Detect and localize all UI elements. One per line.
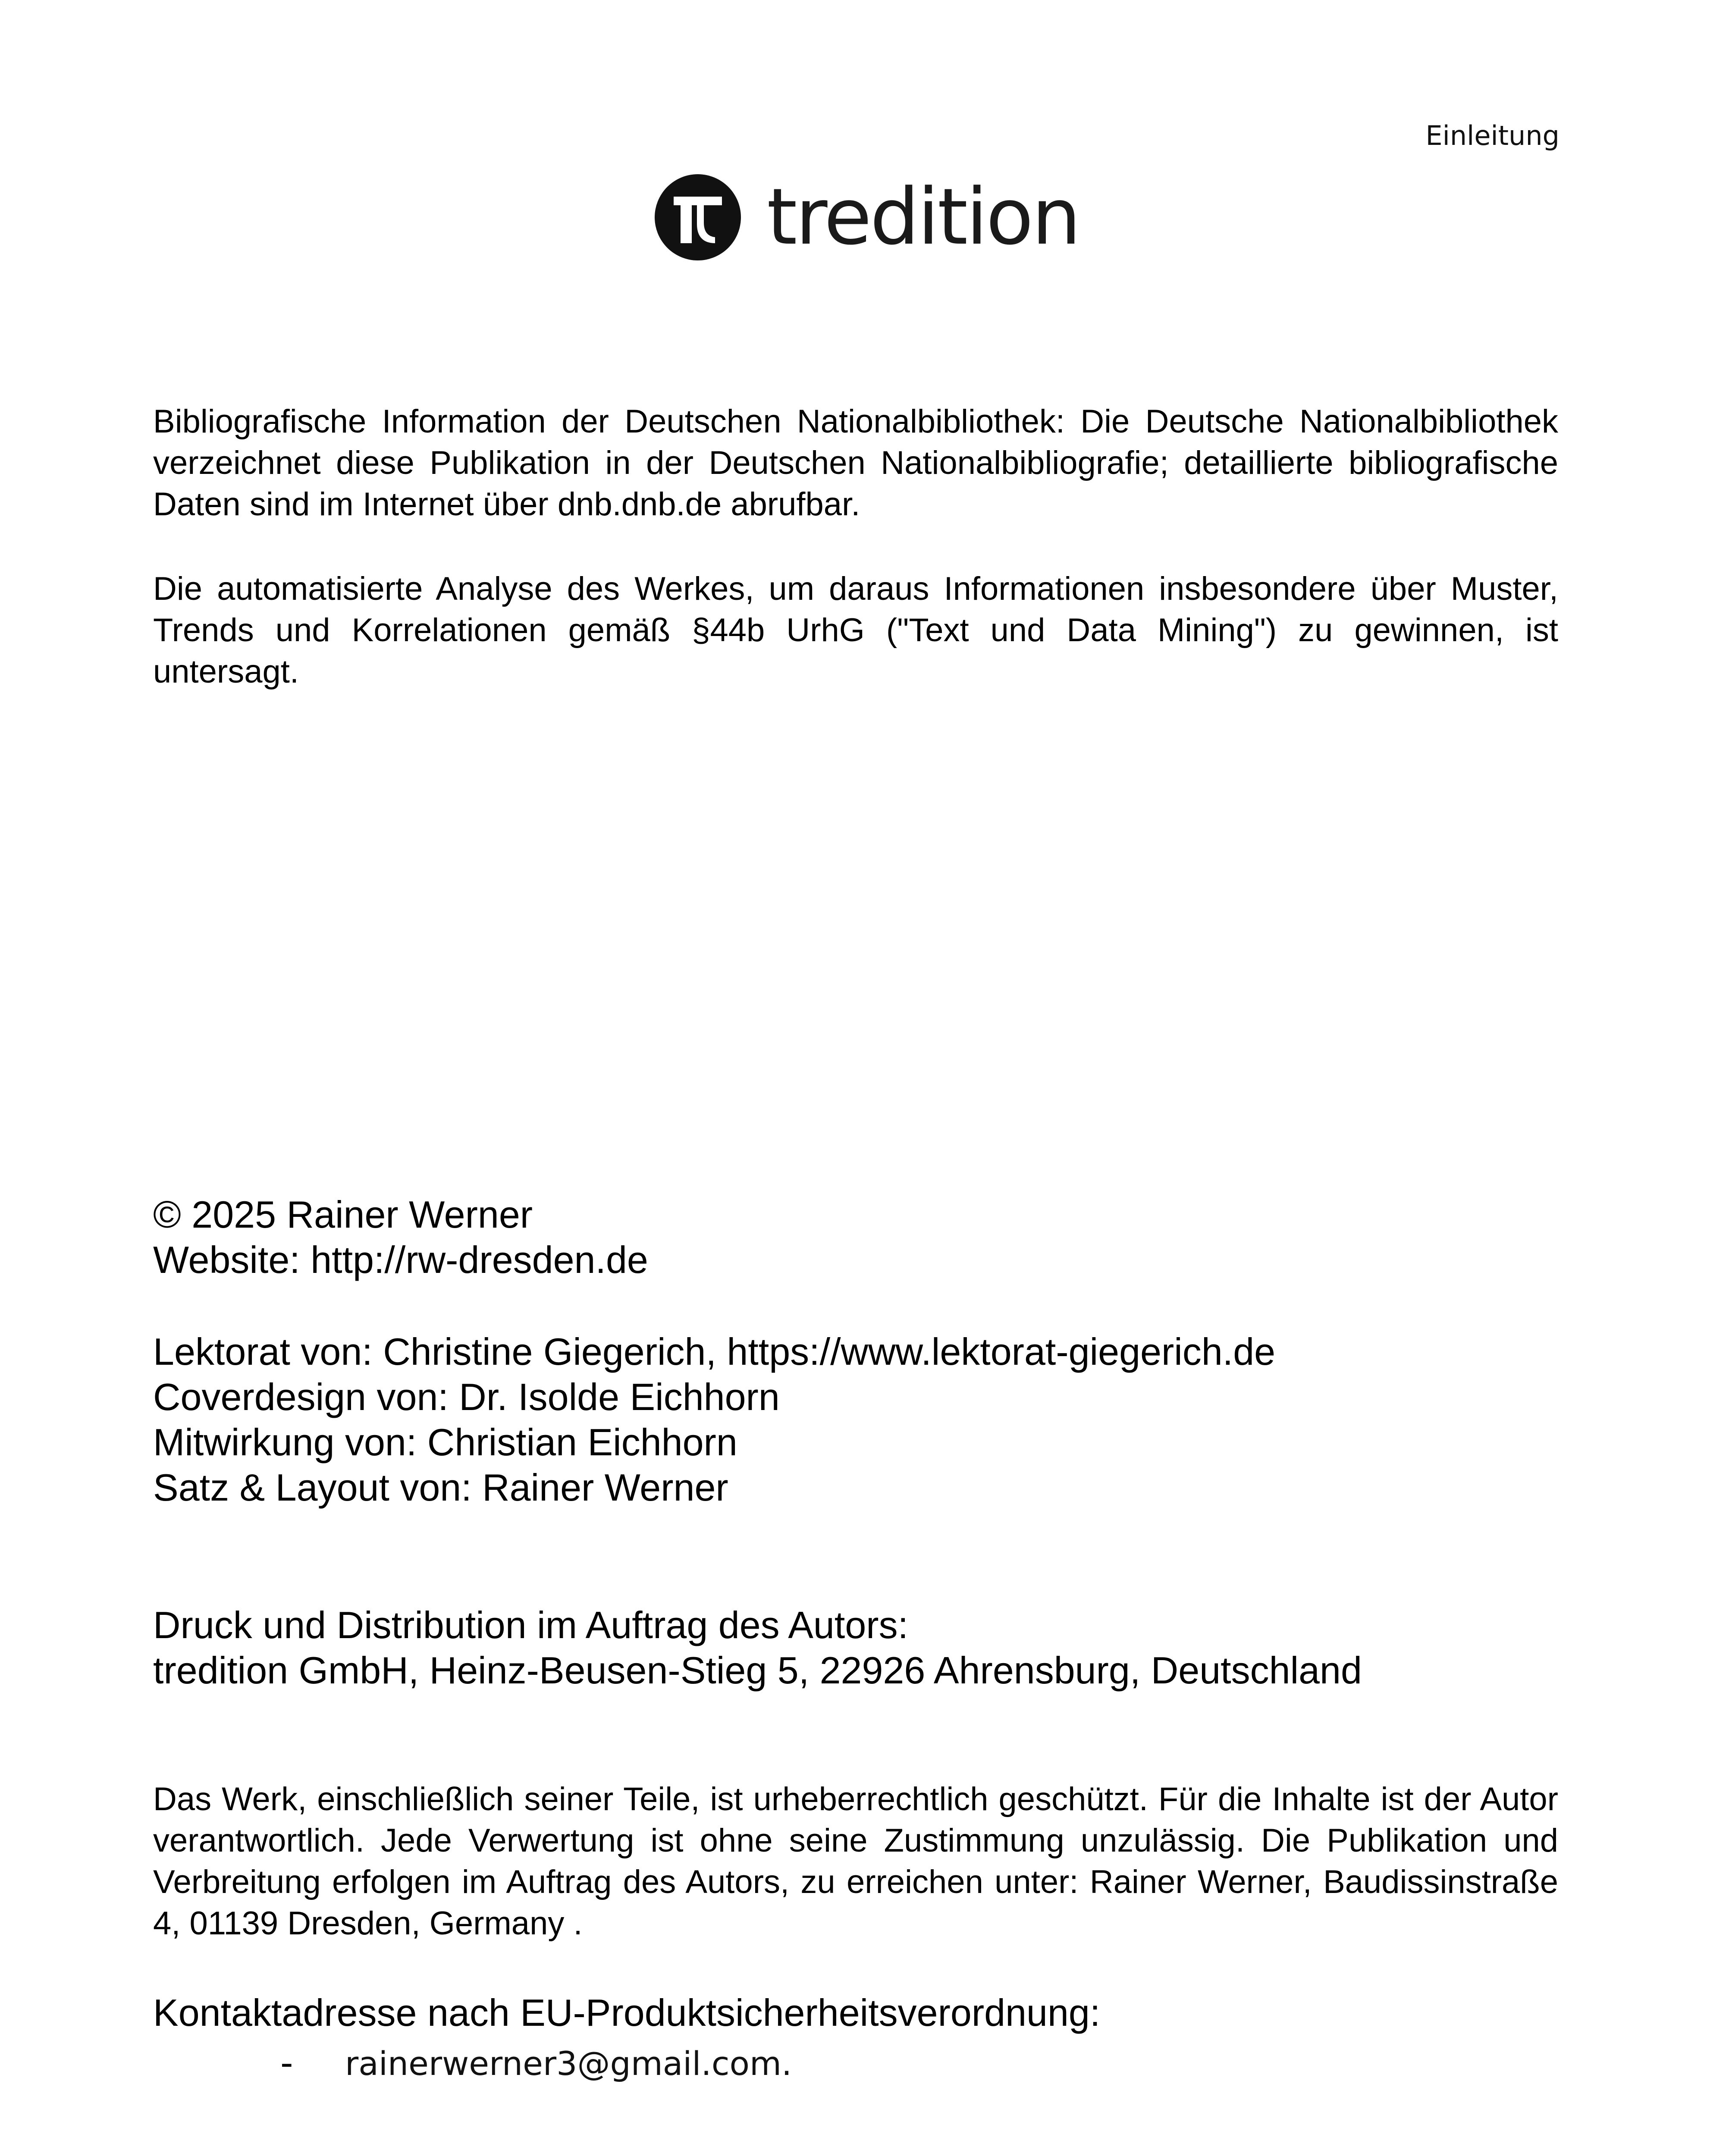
bibliographic-notice-text: Bibliografische Information der Deutschen Nationalbibliothek: Die Deutsche Nationalbibliothek verzeichnet diese Publikation in der Deutschen Nationalbibliografie; detaillierte bibliografische Daten sind im Internet über dnb.dnb.de abrufbar. [153,403,1558,523]
publisher-logo [655,174,1079,260]
website-line: Website: http://rw-dresden.de [153,1238,648,1281]
text-data-mining-text: Die automatisierte Analyse des Werkes, um daraus Informationen insbesondere über Muster, Trends und Korrelationen gemäß §44b UrhG ("Text und Data Mining") zu gewinnen, ist untersagt. [153,570,1558,690]
bibliographic-notice [153,401,1558,525]
copyright-line: © 2025 Rainer Werner [153,1193,533,1236]
copyright-section [153,1192,1558,1282]
tredition-logo-icon [655,174,741,260]
list-bullet: - [280,2043,293,2084]
contact-email: rainerwerner3@gmail.com. [345,2044,792,2083]
editing-credit: Lektorat von: Christine Giegerich, https://www.lektorat-giegerich.de [153,1330,1276,1373]
rights-notice [153,1779,1558,1944]
rights-notice-text: Das Werk, einschließlich seiner Teile, ist urheberrechtlich geschützt. Für die Inhalte ist der Autor verantwortlich. Jede Verwertung ist ohne seine Zustimmung unzulässig. Die Publikation und Verbreitung erfolgen im Auftrag des Autors, zu erreichen unter: Rainer Werner, Baudissinstraße 4, 01139 Dresden, Germany . [153,1781,1558,1942]
logo-wordmark: tredition [767,172,1079,262]
credits-section [153,1329,1558,1510]
printer-section [153,1602,1558,1693]
text-data-mining-notice [153,568,1558,693]
running-header: Einleitung [1425,120,1559,151]
contact-section [153,1990,1558,2035]
cover-credit: Coverdesign von: Dr. Isolde Eichhorn [153,1376,780,1418]
contact-heading: Kontaktadresse nach EU-Produktsicherheitsverordnung: [153,1991,1101,2034]
contact-list-item [280,2042,792,2085]
printer-address: tredition GmbH, Heinz-Beusen-Stieg 5, 22926 Ahrensburg, Deutschland [153,1649,1362,1692]
printer-heading: Druck und Distribution im Auftrag des Autors: [153,1604,909,1646]
typesetting-credit: Satz & Layout von: Rainer Werner [153,1466,728,1509]
contribution-credit: Mitwirkung von: Christian Eichhorn [153,1421,737,1463]
